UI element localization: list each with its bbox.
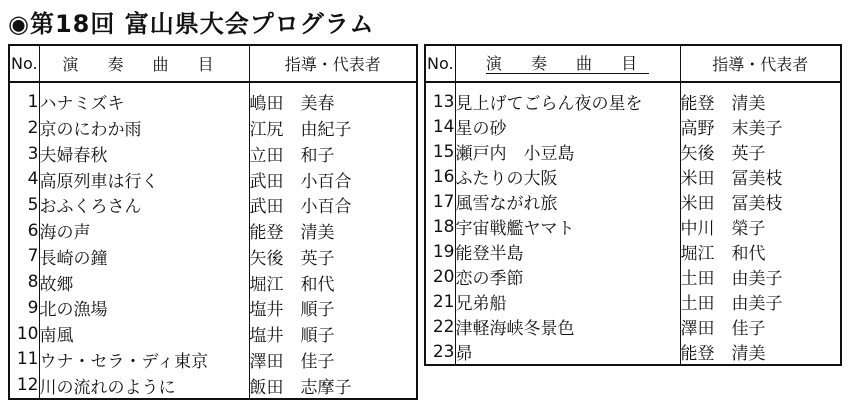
leader-name: 江尻 由紀子 <box>249 120 352 141</box>
song-title: 恋の季節 <box>455 264 680 289</box>
row-number: 16 <box>425 164 455 189</box>
song-title: 昴 <box>455 339 680 365</box>
table-row <box>425 164 841 189</box>
song-title: おふくろさん <box>39 192 249 218</box>
song-title: 兄弟船 <box>455 289 680 314</box>
page-title: ◉第18回 富山県大会プログラム <box>8 10 375 38</box>
leader-name: 能登 清美 <box>680 94 766 114</box>
leader-name: 土田 由美子 <box>680 269 783 289</box>
song-title: 高原列車は行く <box>39 166 249 192</box>
leader-name: 武田 小百合 <box>249 197 352 218</box>
table-row <box>425 82 841 114</box>
row-number: 1 <box>9 82 39 115</box>
leader-name: 武田 小百合 <box>249 171 352 192</box>
row-number: 2 <box>9 115 39 141</box>
song-title: ウナ・セラ・ディ東京 <box>39 346 249 372</box>
song-title: 瀬戸内 小豆島 <box>455 139 680 164</box>
song-title: 能登半島 <box>455 239 680 264</box>
table-row <box>9 218 417 244</box>
leader-name: 嶋田 美春 <box>249 94 335 115</box>
leader-name: 堀江 和代 <box>680 244 766 264</box>
leader-name: 米田 冨美枝 <box>680 169 783 189</box>
table-row <box>9 321 417 347</box>
song-title: 風雪ながれ旅 <box>455 189 680 214</box>
row-number: 15 <box>425 139 455 164</box>
table-row <box>425 189 841 214</box>
song-title: 見上げてごらん夜の星を <box>455 82 680 114</box>
leader-name: 澤田 佳子 <box>249 351 335 372</box>
song-title: 南風 <box>39 321 249 347</box>
leader-name: 矢後 英子 <box>249 248 335 269</box>
program-table-left <box>8 44 418 400</box>
leader-name: 堀江 和代 <box>249 274 335 295</box>
leader-name: 土田 由美子 <box>680 294 783 314</box>
row-number: 6 <box>9 218 39 244</box>
program-table-right <box>424 44 842 366</box>
row-number: 13 <box>425 82 455 114</box>
song-title: 川の流れのように <box>39 372 249 399</box>
row-number: 11 <box>9 346 39 372</box>
table-row <box>9 244 417 270</box>
row-number: 21 <box>425 289 455 314</box>
table-row <box>425 214 841 239</box>
row-number: 14 <box>425 114 455 139</box>
table-row <box>425 239 841 264</box>
row-number: 9 <box>9 295 39 321</box>
song-title: 海の声 <box>39 218 249 244</box>
row-number: 10 <box>9 321 39 347</box>
leader-name: 米田 冨美枝 <box>680 194 783 214</box>
row-number: 19 <box>425 239 455 264</box>
song-title: 長崎の鐘 <box>39 244 249 270</box>
row-number: 4 <box>9 166 39 192</box>
table-row <box>425 114 841 139</box>
row-number: 17 <box>425 189 455 214</box>
song-title: 夫婦春秋 <box>39 141 249 167</box>
row-number: 12 <box>9 372 39 399</box>
row-number: 8 <box>9 269 39 295</box>
table-row <box>9 82 417 115</box>
row-number: 18 <box>425 214 455 239</box>
header-title: 演 奏 曲 目 <box>455 45 680 82</box>
table-row <box>425 264 841 289</box>
row-number: 20 <box>425 264 455 289</box>
song-title: 北の漁場 <box>39 295 249 321</box>
leader-name: 高野 末美子 <box>680 119 783 139</box>
leader-name: 立田 和子 <box>249 146 335 166</box>
table-header-row <box>9 45 417 82</box>
table-row <box>9 295 417 321</box>
table-header-row <box>425 45 841 82</box>
leader-name: 飯田 志摩子 <box>249 377 352 398</box>
table-row <box>425 139 841 164</box>
table-row <box>9 346 417 372</box>
header-no: No. <box>425 45 455 82</box>
song-title: 津軽海峡冬景色 <box>455 314 680 339</box>
song-title: ふたりの大阪 <box>455 164 680 189</box>
song-title: ハナミズキ <box>39 82 249 115</box>
song-title: 故郷 <box>39 269 249 295</box>
header-leader: 指導・代表者 <box>249 45 417 82</box>
table-row <box>9 141 417 167</box>
table-row <box>425 289 841 314</box>
song-title: 宇宙戦艦ヤマト <box>455 214 680 239</box>
song-title: 星の砂 <box>455 114 680 139</box>
table-row <box>9 115 417 141</box>
row-number: 22 <box>425 314 455 339</box>
table-row <box>9 192 417 218</box>
row-number: 23 <box>425 339 455 365</box>
leader-name: 矢後 英子 <box>680 144 766 164</box>
row-number: 7 <box>9 244 39 270</box>
table-row <box>9 269 417 295</box>
table-row <box>9 166 417 192</box>
table-row <box>9 372 417 399</box>
table-row <box>425 339 841 365</box>
leader-name: 澤田 佳子 <box>680 319 766 339</box>
table-row <box>425 314 841 339</box>
header-title: 演 奏 曲 目 <box>39 45 249 82</box>
leader-name: 塩井 順子 <box>249 300 335 321</box>
leader-name: 能登 清美 <box>249 223 335 244</box>
leader-name: 能登 清美 <box>680 344 766 364</box>
header-leader: 指導・代表者 <box>680 45 841 82</box>
header-no: No. <box>9 45 39 82</box>
leader-name: 中川 榮子 <box>680 219 766 239</box>
song-title: 京のにわか雨 <box>39 115 249 141</box>
row-number: 3 <box>9 141 39 167</box>
row-number: 5 <box>9 192 39 218</box>
leader-name: 塩井 順子 <box>249 326 335 347</box>
